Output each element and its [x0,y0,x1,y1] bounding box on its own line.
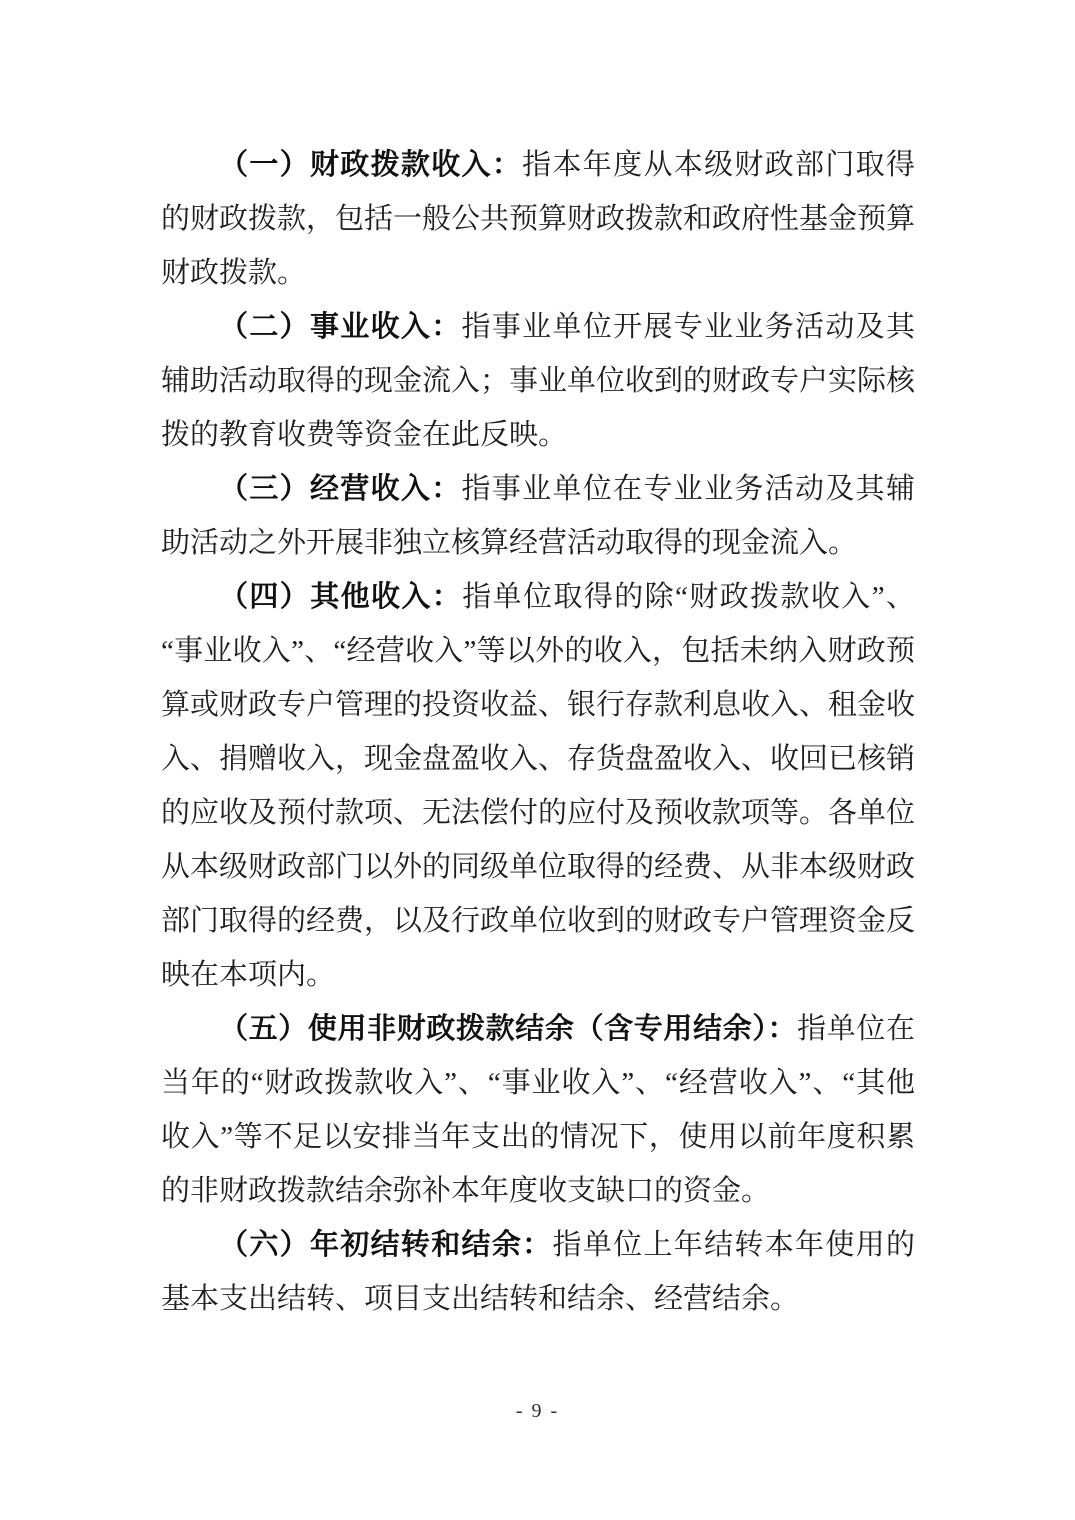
paragraph-2-heading: （二）事业收入： [219,311,462,343]
paragraph-3-heading: （三）经营收入： [219,473,462,505]
paragraph-5-text: 指单位在当年的“财政拨款收入”、“事业收入”、“经营收入”、“其他收入”等不足以安排当年支出的情况下，使用以前年度积累的非财政拨款结余弥补本年度收支缺口的资金。 [161,1013,915,1207]
paragraph-3-text: 指事业单位在专业业务活动及其辅助活动之外开展非独立核算经营活动取得的现金流入。 [161,473,915,559]
page-footer [0,1400,1075,1423]
paragraph-4-heading: （四）其他收入： [219,581,463,613]
paragraph-1-text: 指本年度从本级财政部门取得的财政拨款，包括一般公共预算财政拨款和政府性基金预算财政拨款。 [161,149,916,289]
paragraph-6-text: 指单位上年结转本年使用的基本支出结转、项目支出结转和结余、经营结余。 [161,1229,915,1315]
document-body [161,138,915,1326]
paragraph-5-heading: （五）使用非财政拨款结余（含专用结余）： [219,1013,798,1045]
paragraph-6-heading: （六）年初结转和结余： [219,1229,553,1261]
paragraph-5 [161,1002,915,1218]
paragraph-4 [161,570,915,1002]
paragraph-6 [161,1218,915,1326]
paragraph-2 [161,300,915,462]
paragraph-3 [161,462,915,570]
page-number: - 9 - [515,1400,560,1422]
paragraph-1-heading: （一）财政拨款收入： [219,149,523,181]
paragraph-2-text: 指事业单位开展专业业务活动及其辅助活动取得的现金流入；事业单位收到的财政专户实际核拨的教育收费等资金在此反映。 [161,311,916,451]
paragraph-1 [161,138,915,300]
paragraph-4-text: 指单位取得的除“财政拨款收入”、“事业收入”、“经营收入”等以外的收入，包括未纳入财政预算或财政专户管理的投资收益、银行存款利息收入、租金收入、捐赠收入，现金盘盈收入、存货盘盈收入、收回已核销的应收及预付款项、无法偿付的应付及预收款项等。各单位从本级财政部门以外的同级单位取得的经费、从非本级财政部门取得的经费，以及行政单位收到的财政专户管理资金反映在本项内。 [161,581,916,991]
